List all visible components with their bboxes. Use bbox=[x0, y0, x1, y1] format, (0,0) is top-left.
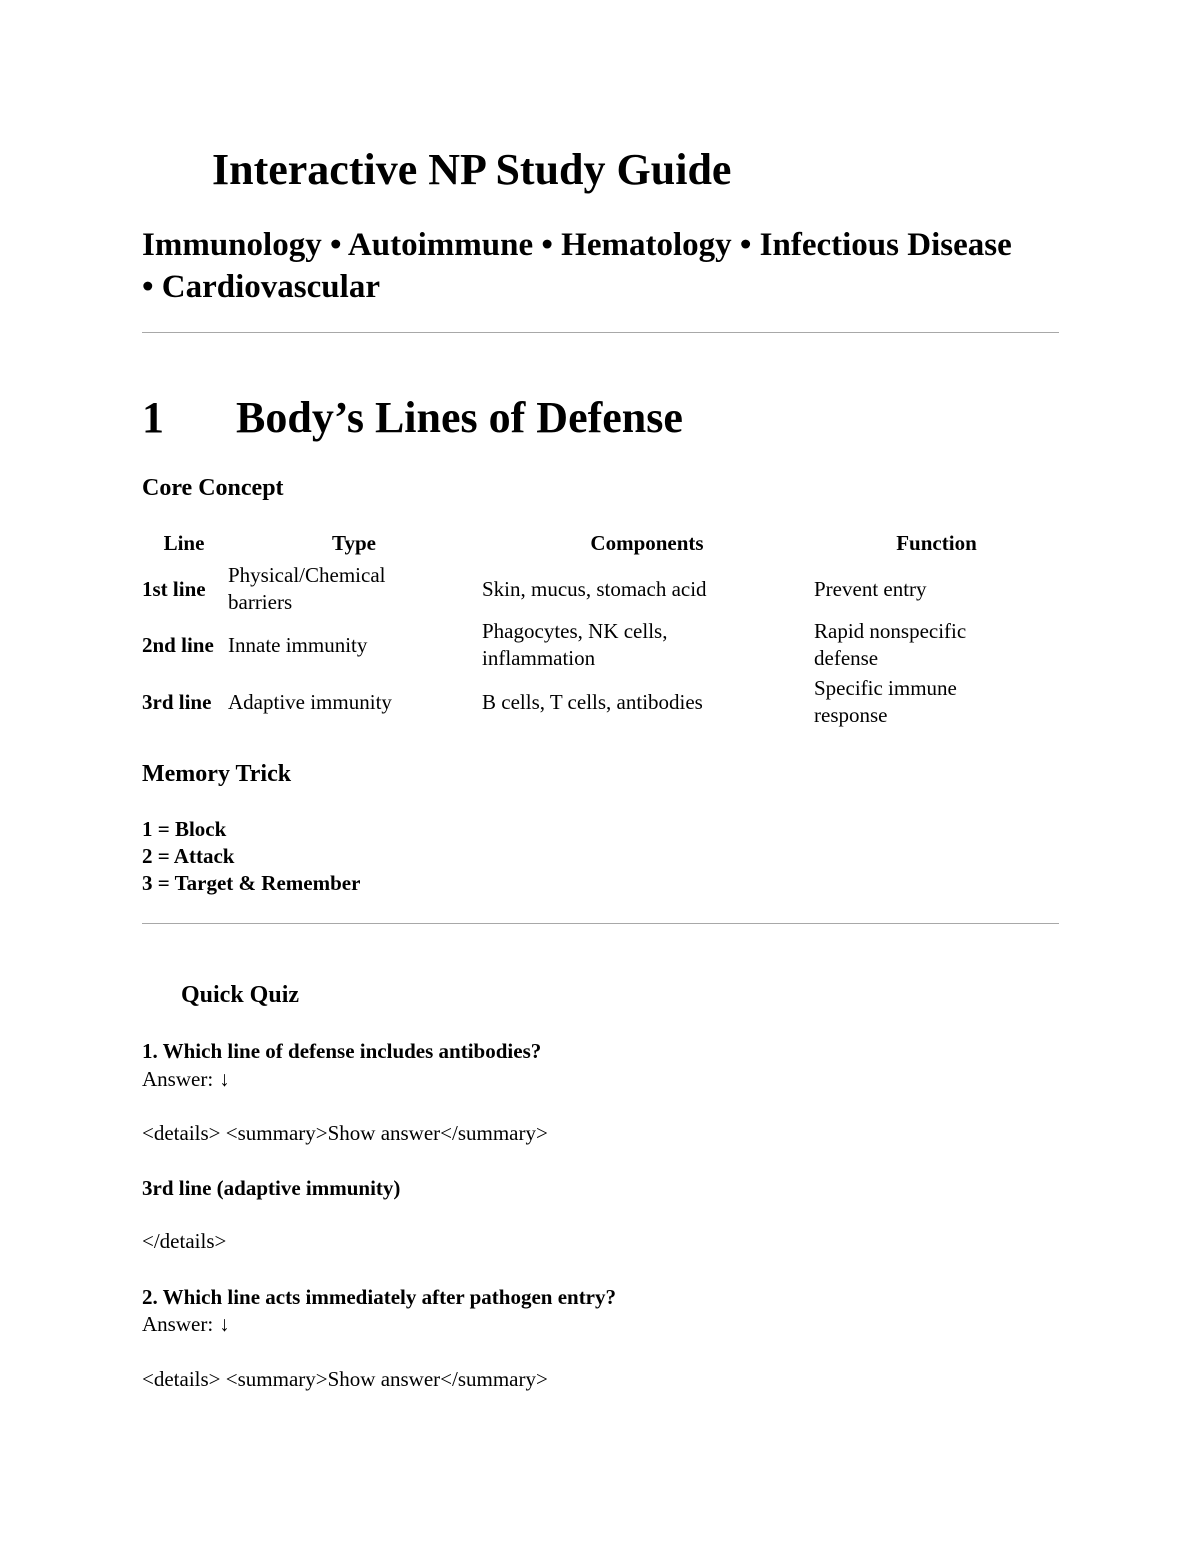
memory-line: 2 = Attack bbox=[142, 844, 235, 868]
table-row bbox=[142, 618, 1059, 672]
column-header-line: Line bbox=[163, 531, 205, 555]
details-close-text: </details> bbox=[142, 1229, 227, 1253]
answer-line bbox=[142, 1066, 230, 1093]
divider bbox=[142, 332, 1059, 333]
cell-type: Adaptive immunity bbox=[228, 689, 392, 714]
quiz-heading: Quick Quiz bbox=[181, 982, 300, 1008]
cell-function: Prevent entry bbox=[814, 576, 927, 601]
arrow-down-icon: ↓ bbox=[219, 1067, 230, 1091]
memory-trick-heading: Memory Trick bbox=[142, 761, 292, 787]
quiz-answer: 3rd line (adaptive immunity) bbox=[142, 1176, 401, 1200]
doc-title: Interactive NP Study Guide bbox=[212, 145, 732, 194]
cell-components: Phagocytes, NK cells, inflammation bbox=[482, 619, 668, 670]
cell-components: Skin, mucus, stomach acid bbox=[482, 576, 707, 601]
section-title: Body’s Lines of Defense bbox=[236, 393, 683, 442]
memory-line: 1 = Block bbox=[142, 817, 227, 841]
cell-function: Rapid nonspecific defense bbox=[814, 619, 967, 670]
details-open-text[interactable]: <details> <summary>Show answer</summary> bbox=[142, 1367, 548, 1391]
answer-label: Answer: bbox=[142, 1312, 214, 1336]
core-concept-heading: Core Concept bbox=[142, 475, 284, 501]
doc-subtitle: Immunology • Autoimmune • Hematology • Infectious Disease • Cardiovascular bbox=[142, 227, 1012, 305]
document-page bbox=[142, 0, 1059, 1553]
cell-type: Innate immunity bbox=[228, 632, 368, 657]
cell-line: 2nd line bbox=[142, 632, 214, 657]
arrow-down-icon: ↓ bbox=[219, 1312, 230, 1336]
table-row bbox=[142, 562, 1059, 616]
table-row bbox=[142, 675, 1059, 729]
column-header-function: Function bbox=[896, 531, 977, 555]
details-open-text[interactable]: <details> <summary>Show answer</summary> bbox=[142, 1121, 548, 1145]
cell-function: Specific immune response bbox=[814, 676, 957, 727]
memory-line: 3 = Target & Remember bbox=[142, 871, 361, 895]
cell-components: B cells, T cells, antibodies bbox=[482, 689, 703, 714]
column-header-type: Type bbox=[332, 531, 376, 555]
answer-line bbox=[142, 1311, 230, 1338]
answer-label: Answer: bbox=[142, 1067, 214, 1091]
cell-line: 3rd line bbox=[142, 689, 212, 714]
cell-type: Physical/Chemical barriers bbox=[228, 563, 386, 614]
quiz-question: 1. Which line of defense includes antibodies? bbox=[142, 1039, 542, 1063]
column-header-components: Components bbox=[590, 531, 704, 555]
divider bbox=[142, 923, 1059, 924]
quiz-question: 2. Which line acts immediately after pathogen entry? bbox=[142, 1285, 617, 1309]
cell-line: 1st line bbox=[142, 576, 206, 601]
section-number: 1 bbox=[142, 393, 164, 442]
